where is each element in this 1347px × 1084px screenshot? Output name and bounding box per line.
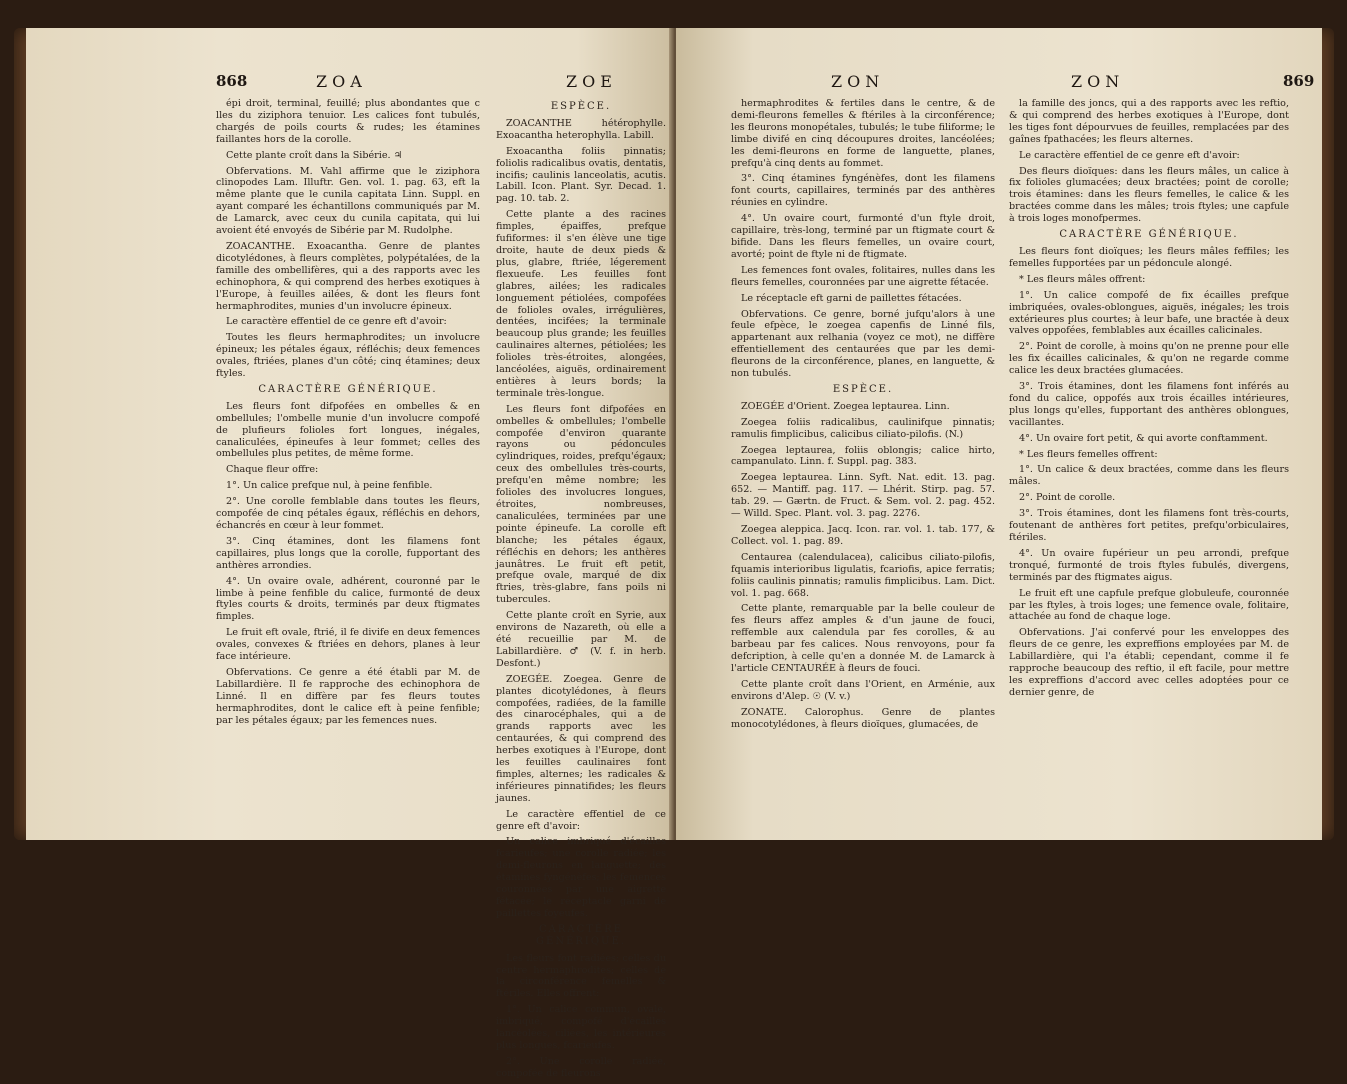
paragraph: Le réceptacle eft garni de paillettes fétacées.	[741, 292, 962, 304]
paragraph: Chaque fleur offre:	[226, 464, 319, 476]
paragraph: Les fleurs font radiées; celles du centre hermaphrodites; celles de la circonférence femelles & ftériles. Elles offrent:	[496, 952, 666, 1000]
paragraph: 3°. Cinq étamines fyngénèfes, dont les filamens font courts, capillaires, terminés par des anthères réunies en cylindre.	[731, 173, 995, 209]
paragraph: 3°. Trois étamines, dont les filamens font inférés au fond du calice, oppofés aux trois écailles intérieures, plus longs qu'elles, fupportant des anthères oblongues, vacillantes.	[1009, 381, 1289, 428]
paragraph: Des fleurs dioïques: dans les fleurs mâles, un calice à fix folioles glumacées; deux bractées; point de corolle; trois étamines: dans les fleurs femelles, le calice & les bractées comme dans les mâles; trois ftyles; une capfule à trois loges monofpermes.	[1009, 165, 1289, 225]
open-book	[14, 28, 1334, 1079]
paragraph: 2°. Point de corolle.	[1019, 492, 1116, 504]
paragraph: ZOACANTHE. Exoacantha. Genre de plantes dicotylédones, à fleurs complètes, polypétalées, de la famille des ombellifères, qui a des rapports avec les echinophora, & qui comprend des herbes exotiques à l'Europe, à feuilles ailées, & dont les fleurs font hermaphrodites, munies d'un involucre épineux.	[216, 240, 480, 312]
text-column	[496, 98, 666, 1084]
text-column	[731, 98, 995, 735]
paragraph: Obfervations. Ce genre, borné jufqu'alors à une feule efpèce, le zoegea capenfis de Linné fils, appartenant aux relhania (voyez ce mot), ne diffère effentiellement des centaurées que par les demi-fleurons de la circonférence, planes, en languette, & non tubulés.	[731, 308, 995, 380]
paragraph: Le caractère effentiel de ce genre eft d'avoir:	[496, 808, 666, 832]
page-number: 868	[216, 72, 248, 90]
paragraph: Obfervations. J'ai confervé pour les enveloppes des fleurs de ce genre, les expreffions employées par M. de Labillardière, qui l'a établi; cependant, comme il fe rapproche beaucoup des reftio, il eft facile, pour mettre les expreffions d'accord avec celles adoptées pour ce dernier genre, de	[1009, 627, 1289, 698]
paragraph: 2°. Point de corolle, à moins qu'on ne prenne pour elle les fix écailles calicinales, & qu'on ne regarde comme calice les deux bractées glumacées.	[1009, 341, 1289, 377]
running-header: ZON	[831, 72, 885, 91]
paragraph: Zoegea leptaurea, foliis oblongis; calice hirto, campanulato. Linn. f. Suppl. pag. 383.	[731, 444, 995, 468]
paragraph: Zoegea leptaurea. Linn. Syft. Nat. edit. 13. pag. 652. — Mantiff. pag. 117. — Lhérit. Stirp. pag. 57. tab. 29. — Gærtn. de Fruct. & Sem. vol. 2. pag. 452. — Willd. Spec. Plant. vol. 3. pag. 2276.	[731, 472, 995, 520]
paragraph: épi droit, terminal, feuillé; plus abondantes que c lles du ziziphora tenuior. Les calices font tubulés, chargés de poils courts & rudes; les étamines faillantes hors de la corolle.	[216, 98, 480, 145]
paragraph: Centaurea (calendulacea), calicibus ciliato-pilofis, fquamis interioribus ligulatis, fcariofis, apice ferratis; foliis caulinis pinnatis; ramulis fimplicibus. Lam. Dict. vol. 1. pag. 668.	[731, 551, 995, 599]
paragraph: Cette plante croît dans l'Orient, en Arménie, aux environs d'Alep. ☉ (V. v.)	[731, 678, 995, 702]
right-page	[676, 28, 1322, 840]
paragraph: ZOEGÉE d'Orient. Zoegea leptaurea. Linn.	[741, 400, 950, 412]
paragraph: Les fleurs font dioïques; les fleurs mâles feffiles; les femelles fupportées par un pédoncule alongé.	[1009, 245, 1289, 269]
paragraph: 2°. Une corolle radiée, compofée de fleurons	[496, 1055, 666, 1079]
left-page	[26, 28, 674, 1079]
text-column	[216, 98, 480, 731]
paragraph: 4°. Un ovaire fupérieur un peu arrondi, prefque tronqué, furmonté de trois ftyles fubulés, divergens, terminés par des ftigmates aigus.	[1009, 547, 1289, 583]
paragraph: 2°. Une corolle femblable dans toutes les fleurs, compofée de cinq pétales égaux, réfléchis en dehors, échancrés en cœur à leur fommet.	[216, 496, 480, 531]
paragraph: 4°. Un ovaire fort petit, & qui avorte conftamment.	[1019, 432, 1268, 444]
paragraph: Toutes les fleurs hermaphrodites; un involucre épineux; les pétales égaux, réfléchis; deux femences ovales, ftriées, planes d'un côté; cinq étamines; deux ftyles.	[216, 332, 480, 380]
running-header: ZON	[1071, 72, 1125, 91]
paragraph: Le fruit eft une capfule prefque globuleufe, couronnée par les ftyles, à trois loges; une femence ovale, folitaire, attachée au fond de chaque loge.	[1009, 587, 1289, 623]
paragraph: Le caractère effentiel de ce genre eft d'avoir:	[226, 316, 447, 328]
paragraph: * Les fleurs mâles offrent:	[1019, 273, 1146, 285]
running-header: ZOE	[566, 72, 617, 91]
paragraph: 3°. Cinq étamines, dont les filamens font capillaires, plus longs que la corolle, fupportant des anthères arrondies.	[216, 535, 480, 571]
paragraph: Obfervations. M. Vahl affirme que le ziziphora clinopodes Lam. Illuftr. Gen. vol. 1. pag. 63, eft la même plante que le cunila capitata Linn. Suppl. en ayant comparé les échantillons communiqués par M. de Lamarck, avec ceux du cunila capitata, qui lui avoient été envoyés de Sibérie par M. Rudolphe.	[216, 165, 480, 237]
paragraph: 3°. Trois étamines, dont les filamens font très-courts, foutenant de anthères fort petites, prefqu'orbiculaires, ftériles.	[1009, 508, 1289, 543]
paragraph: * Les fleurs femelles offrent:	[1019, 448, 1158, 460]
paragraph: ESPÈCE.	[832, 383, 894, 395]
paragraph: Zoegea foliis radicalibus, caulinifque pinnatis; ramulis fimplicibus, calicibus ciliato-pilofis. (N.)	[731, 416, 995, 440]
paragraph: ZOACANTHE hétérophylle. Exoacantha heterophylla. Labill.	[496, 117, 666, 141]
paragraph: Zoegea aleppica. Jacq. Icon. rar. vol. 1. tab. 177, & Collect. vol. 1. pag. 89.	[731, 524, 995, 547]
paragraph: ZONATE. Calorophus. Genre de plantes monocotylédones, à fleurs dioïques, glumacées, de	[731, 706, 995, 730]
paragraph: Un calice imbriqué d'écailles fcarieufes; une corolle radiée; les demi-fleurons en languette; des étamines fyngénèfes; les femences couronnées par une aigrette fétacée; le réceptacle garni de paillettes foyeufes.	[496, 836, 666, 919]
paragraph: ZOEGÉE. Zoegea. Genre de plantes dicotylédones, à fleurs compofées, radiées, de la famille des cinarocéphales, qui a de grands rapports avec les centaurées, & qui comprend des herbes exotiques à l'Europe, dont les feuilles caulinaires font fimples, alternes; les radicales & inférieures pinnatifides; les fleurs jaunes.	[496, 673, 666, 804]
paragraph: Les femences font ovales, folitaires, nulles dans les fleurs femelles, couronnées par une aigrette fétacée.	[731, 264, 995, 288]
paragraph: CARACTÈRE GÉNÉRIQUE.	[1059, 229, 1239, 241]
text-column	[1009, 98, 1289, 703]
page-number: 869	[1283, 72, 1315, 90]
paragraph: CARACTÈRE GÉNÉRIQUE.	[258, 383, 438, 395]
paragraph: 4°. Un ovaire court, furmonté d'un ftyle droit, capillaire, très-long, terminé par un ftigmate court & bifide. Dans les fleurs femelles, un ovaire court, avorté; point de ftyle ni de ftigmate.	[731, 213, 995, 260]
paragraph: 1°. Un calice compofé de fix écailles prefque imbriquées, ovales-oblongues, aiguës, inégales; les trois extérieures plus courtes; à leur bafe, une bractée à deux valves oppofées, femblables aux écailles calicinales.	[1009, 289, 1289, 337]
paragraph: la famille des joncs, qui a des rapports avec les reftio, & qui comprend des herbes exotiques à l'Europe, dont les tiges font dépourvues de feuilles, remplacées par des gaînes fpathacées; les fleurs alternes.	[1009, 98, 1289, 145]
paragraph: ESPÈCE.	[550, 101, 612, 112]
paragraph: Exoacantha foliis pinnatis; foliolis radicalibus ovatis, dentatis, incifis; caulinis lanceolatis, acutis. Labill. Icon. Plant. Syr. Decad. 1. pag. 10. tab. 2.	[496, 145, 666, 205]
paragraph: Les fleurs font difpofées en ombelles & en ombellules; l'ombelle munie d'un involucre compofé de plufieurs folioles fort longues, inégales, canaliculées, épineufes à leur fommet; celles des ombellules plus petites, de même forme.	[216, 400, 480, 460]
paragraph: 1°. Un calice commun, ovale, imbriqué, compofé d'écailles lancéolées, ciliées, les intérieures plus longues, fcarieufes.	[496, 1004, 666, 1051]
paragraph: hermaphrodites & fertiles dans le centre, & de demi-fleurons femelles & ftériles à la circonférence; les fleurons monopétales, tubulés; le tube filiforme; le limbe divifé en cinq découpures droites, lancéolées; les demi-fleurons en forme de languette, planes, prefqu'à cinq dents au fommet.	[731, 98, 995, 169]
paragraph: CARACTÈRE GÉNÉRIQUE.	[536, 923, 626, 947]
paragraph: Cette plante croît dans la Sibérie. ♃	[226, 149, 403, 161]
paragraph: Cette plante a des racines fimples, épaiffes, prefque fufiformes: il s'en élève une tige droite, haute de deux pieds & plus, glabre, ftriée, légerement flexueufe. Les feuilles font glabres, ailées; les radicales longuement pétiolées, compofées de folioles ovales, irrégulières, dentées, incifées; la terminale beaucoup plus grande; les feuilles caulinaires alternes, pétiolées; les folioles très-étroites, alongées, lancéolées, aiguës, ordinairement entières à leurs bords; la terminale très-longue.	[496, 209, 666, 399]
paragraph: Cette plante croît en Syrie, aux environs de Nazareth, où elle a été recueillie par M. de Labillardière. ♂ (V. f. in herb. Desfont.)	[496, 610, 666, 669]
paragraph: Les fleurs font difpofées en ombelles & ombellules; l'ombelle compofée d'environ quarante rayons ou pédoncules cylindriques, roides, prefqu'égaux; ceux des ombellules très-courts, prefqu'en même nombre; les folioles des involucres longues, étroites, nombreuses, canaliculées, terminées par une pointe épineufe. La corolle eft blanche; les pétales égaux, réfléchis en dehors; les anthères jaunâtres. Le fruit eft petit, prefque ovale, marqué de dix ftries, très-glabre, fans poils ni tubercules.	[496, 403, 666, 606]
paragraph: 1°. Un calice prefque nul, à peine fenfible.	[226, 480, 433, 492]
paragraph: Le caractère effentiel de ce genre eft d'avoir:	[1019, 149, 1240, 161]
paragraph: Cette plante, remarquable par la belle couleur de fes fleurs affez amples & d'un jaune de fouci, reffemble aux calendula par fes corolles, & au barbeau par fes calices. Nous renvoyons, pour fa defcription, à celle qu'en a donnée M. de Lamarck à l'article CENTAURÉE à fleurs de fouci.	[731, 603, 995, 674]
paragraph: 4°. Un ovaire ovale, adhérent, couronné par le limbe à peine fenfible du calice, furmonté de deux ftyles courts & droits, terminés par deux ftigmates fimples.	[216, 575, 480, 623]
paragraph: 1°. Un calice & deux bractées, comme dans les fleurs mâles.	[1009, 464, 1289, 488]
paragraph: Le fruit eft ovale, ftrié, il fe divife en deux femences ovales, convexes & ftriées en dehors, planes à leur face intérieure.	[216, 627, 480, 663]
running-header: ZOA	[316, 72, 367, 91]
paragraph: Obfervations. Ce genre a été établi par M. de Labillardière. Il fe rapproche des echinophora de Linné. Il en diffère par fes fleurs toutes hermaphrodites, dont le calice eft à peine fenfible; par les pétales égaux; par les femences nues.	[216, 666, 480, 726]
